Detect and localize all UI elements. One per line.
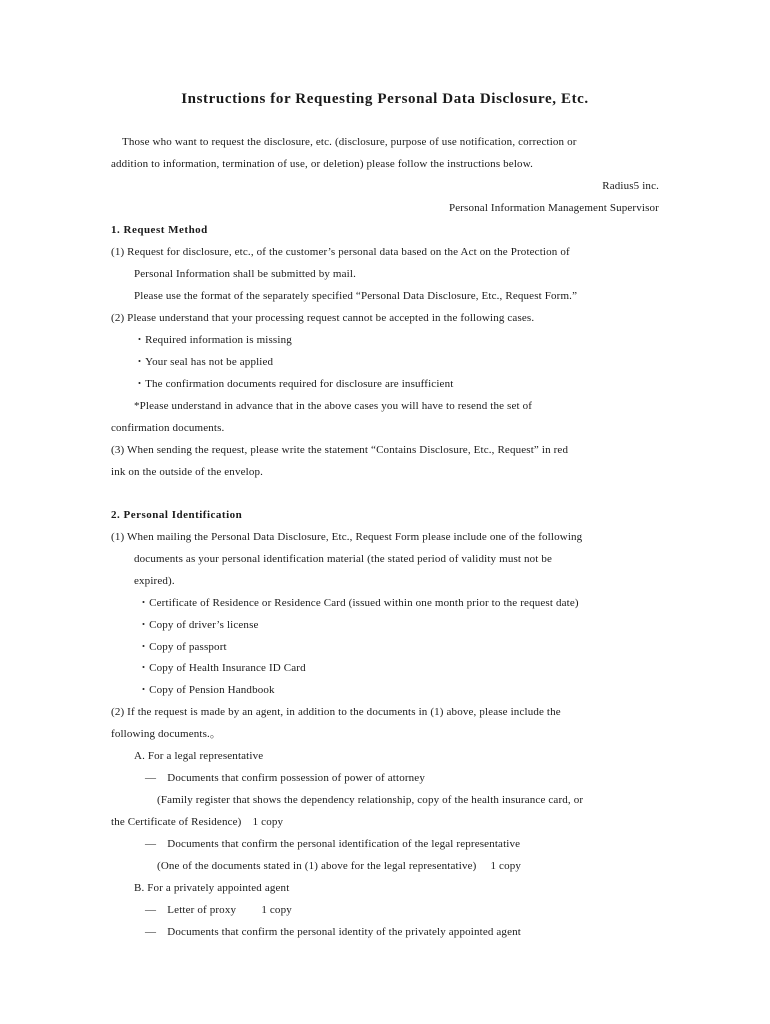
section-2-bullet: ・Copy of driver’s license xyxy=(138,619,259,631)
section-1-line: (2) Please understand that your processing request cannot be accepted in the following cases. xyxy=(111,312,535,324)
section-2-subheading: A. For a legal representative xyxy=(134,750,264,762)
company-name: Radius5 inc. xyxy=(602,180,659,192)
section-2-dash-item: ― Documents that confirm the personal identification of the legal representative xyxy=(145,838,521,850)
document-title: Instructions for Requesting Personal Data Disclosure, Etc. xyxy=(181,91,589,107)
section-2-heading: 2. Personal Identification xyxy=(111,509,243,521)
supervisor-title: Personal Information Management Supervisor xyxy=(448,202,659,214)
section-2-line: expired). xyxy=(134,575,175,587)
section-1-note: *Please understand in advance that in the above cases you will have to resend the set of xyxy=(134,400,533,412)
section-1-line: Please use the format of the separately specified “Personal Data Disclosure, Etc., Request Form.” xyxy=(134,290,578,302)
section-2-line: the Certificate of Residence) 1 copy xyxy=(111,816,284,828)
section-2-dash-item: ― Documents that confirm possession of power of attorney xyxy=(145,772,425,784)
section-2-line: (1) When mailing the Personal Data Disclosure, Etc., Request Form please include one of the following xyxy=(111,531,583,543)
section-2-dash-item: ― Letter of proxy 1 copy xyxy=(145,904,292,916)
section-1-bullet: ・Your seal has not be applied xyxy=(134,356,274,368)
section-2-line: following documents.。 xyxy=(111,728,222,740)
section-2-line: documents as your personal identification material (the stated period of validity must not be xyxy=(134,553,553,565)
section-1-line: (1) Request for disclosure, etc., of the customer’s personal data based on the Act on the Protection of xyxy=(111,246,570,258)
section-1-bullet: ・The confirmation documents required for disclosure are insufficient xyxy=(134,378,454,390)
section-1-line: (3) When sending the request, please write the statement “Contains Disclosure, Etc., Request” in red xyxy=(111,444,569,456)
section-1-note: confirmation documents. xyxy=(111,422,225,434)
section-2-line: (Family register that shows the dependency relationship, copy of the health insurance card, or xyxy=(157,794,584,806)
section-2-subheading: B. For a privately appointed agent xyxy=(134,882,290,894)
section-2-line: (2) If the request is made by an agent, in addition to the documents in (1) above, please include the xyxy=(111,706,561,718)
section-2-bullet: ・Copy of Pension Handbook xyxy=(138,684,275,696)
section-2-bullet: ・Copy of Health Insurance ID Card xyxy=(138,662,306,674)
section-1-line: ink on the outside of the envelop. xyxy=(111,466,264,478)
section-1-line: Personal Information shall be submitted by mail. xyxy=(134,268,356,280)
intro-line-2: addition to information, termination of use, or deletion) please follow the instructions below. xyxy=(111,158,533,170)
section-1-bullet: ・Required information is missing xyxy=(134,334,292,346)
section-2-bullet: ・Certificate of Residence or Residence Card (issued within one month prior to the request date) xyxy=(138,597,579,609)
section-2-bullet: ・Copy of passport xyxy=(138,641,227,653)
section-1-heading: 1. Request Method xyxy=(111,224,208,236)
section-2-line: (One of the documents stated in (1) above for the legal representative) 1 copy xyxy=(157,860,522,872)
section-2-dash-item: ― Documents that confirm the personal identity of the privately appointed agent xyxy=(145,926,521,938)
intro-line-1: Those who want to request the disclosure, etc. (disclosure, purpose of use notification, correction or xyxy=(122,136,577,148)
